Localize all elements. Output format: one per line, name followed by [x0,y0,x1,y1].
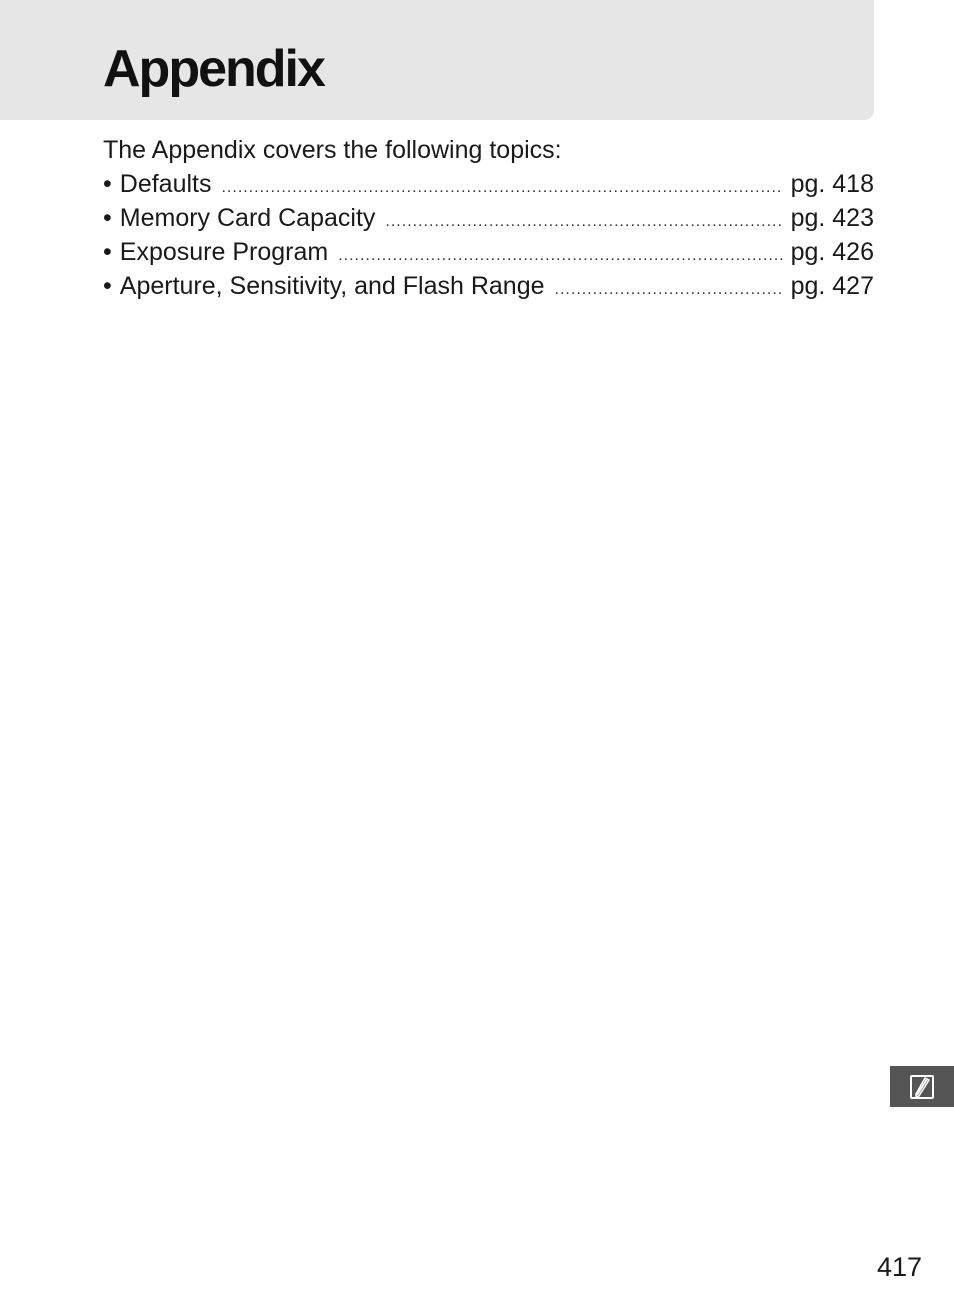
bullet: • [103,238,112,266]
topic-label: Defaults [119,170,212,198]
bullet: • [103,204,112,232]
page-title: Appendix [103,40,324,98]
topic-page-ref[interactable]: pg. 423 [790,204,874,232]
dot-leader [385,205,782,239]
topic-item-exposure-program[interactable] [103,235,874,269]
dot-leader [555,273,783,307]
intro-text: The Appendix covers the following topics: [103,136,562,164]
topic-page-ref[interactable]: pg. 427 [790,272,874,300]
topic-item-defaults[interactable] [103,167,874,201]
topic-list [103,167,874,303]
bullet: • [103,272,112,300]
topic-label: Memory Card Capacity [119,204,376,232]
content-area [103,133,874,303]
dot-leader [221,171,782,205]
appendix-section-tab[interactable] [890,1066,954,1107]
bullet: • [103,170,112,198]
page-number: 417 [876,1252,922,1282]
topic-item-memory-card-capacity[interactable] [103,201,874,235]
topic-page-ref[interactable]: pg. 426 [790,238,874,266]
dot-leader [338,239,782,273]
topic-item-aperture-sensitivity-flash-range[interactable] [103,269,874,303]
appendix-icon [908,1073,936,1101]
topic-label: Exposure Program [119,238,329,266]
topic-label: Aperture, Sensitivity, and Flash Range [119,272,545,300]
topic-page-ref[interactable]: pg. 418 [790,170,874,198]
